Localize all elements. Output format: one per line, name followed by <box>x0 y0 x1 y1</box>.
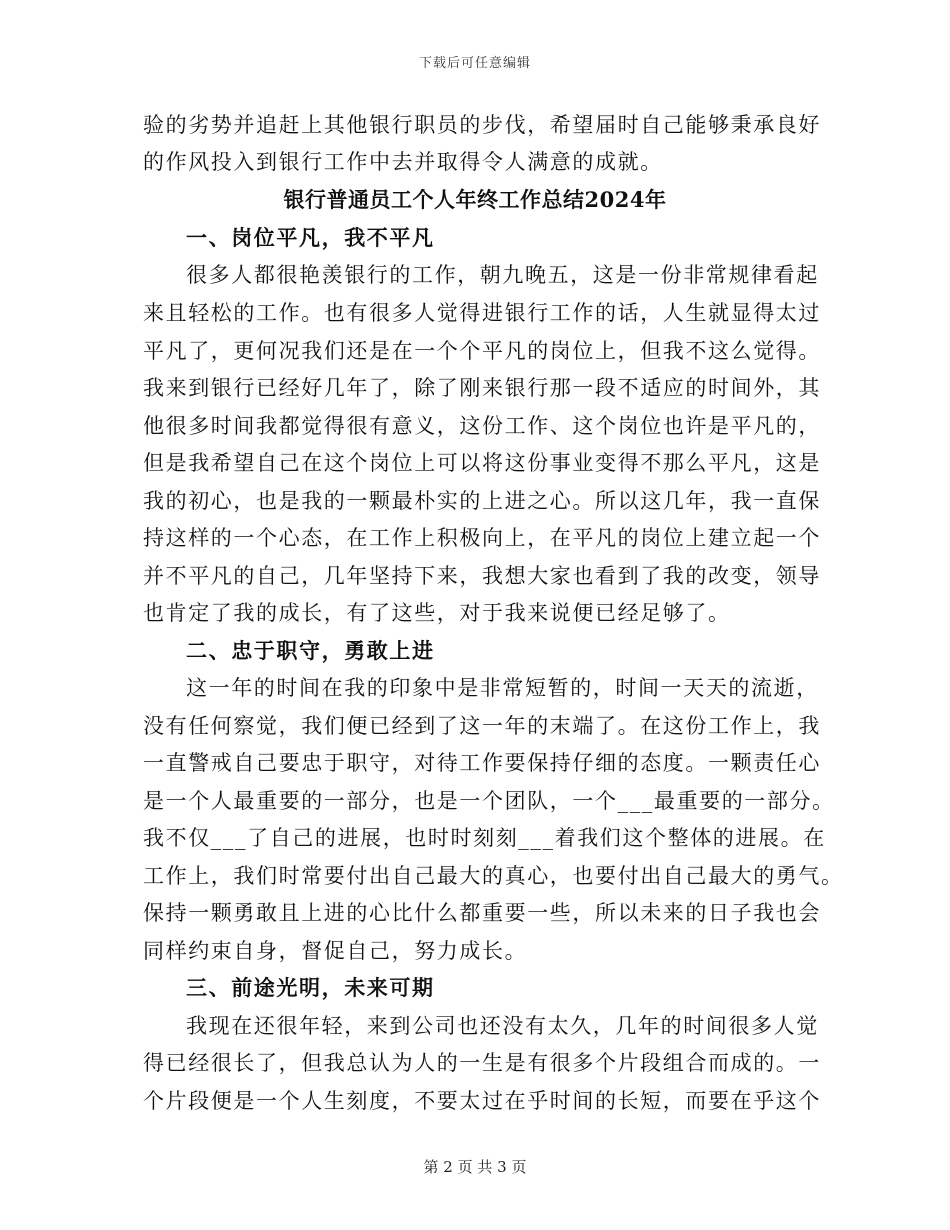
body-line: 并不平凡的自己，几年坚持下来，我想大家也看到了我的改变，领导 <box>143 564 821 588</box>
page-footer: 第 2 页 共 3 页 <box>423 1158 527 1176</box>
page-header: 下载后可任意编辑 <box>418 56 531 71</box>
body-line: 很多人都很艳羡银行的工作，朝九晚五，这是一份非常规律看起 <box>186 263 819 287</box>
body-line: 工作上，我们时常要付出自己最大的真心，也要付出自己最大的勇气。 <box>143 864 844 888</box>
body-line: 平凡了，更何况我们还是在一个个平凡的岗位上，但我不这么觉得。 <box>143 339 821 363</box>
body-line: 我不仅___了自己的进展，也时时刻刻___着我们这个整体的进展。在 <box>143 826 826 850</box>
body-line: 也肯定了我的成长，有了这些，对于我来说便已经足够了。 <box>143 601 731 625</box>
body-line: 是一个人最重要的一部分，也是一个团队，一个___最重要的一部分。 <box>143 789 835 813</box>
body-line: 个片段便是一个人生刻度，不要太过在乎时间的长短，而要在乎这个 <box>143 1089 821 1113</box>
body-line: 没有任何察觉，我们便已经到了这一年的末端了。在这份工作上，我 <box>143 714 821 738</box>
body-line: 保持一颗勇敢且上进的心比什么都重要一些，所以未来的日子我也会 <box>143 901 821 925</box>
body-line: 一直警戒自己要忠于职守，对待工作要保持仔细的态度。一颗责任心 <box>143 751 821 775</box>
body-line: 同样约束自身，督促自己，努力成长。 <box>143 939 528 963</box>
body-line: 他很多时间我都觉得很有意义，这份工作、这个岗位也许是平凡的， <box>143 414 821 438</box>
body-line: 但是我希望自己在这个岗位上可以将这份事业变得不那么平凡，这是 <box>143 451 821 475</box>
body-line: 的作风投入到银行工作中去并取得令人满意的成就。 <box>143 150 663 174</box>
body-line: 来且轻松的工作。也有很多人觉得进银行工作的话，人生就显得太过 <box>143 301 821 325</box>
body-line: 我现在还很年轻，来到公司也还没有太久，几年的时间很多人觉 <box>186 1014 819 1038</box>
body-line: 验的劣势并追赶上其他银行职员的步伐，希望届时自己能够秉承良好 <box>143 113 821 137</box>
section-heading: 二、忠于职守，勇敢上进 <box>186 638 435 663</box>
body-line: 我的初心，也是我的一颗最朴实的上进之心。所以这几年，我一直保 <box>143 489 821 513</box>
section-heading: 一、岗位平凡，我不平凡 <box>186 225 435 250</box>
body-line: 持这样的一个心态，在工作上积极向上，在平凡的岗位上建立起一个 <box>143 526 821 550</box>
body-line: 得已经很长了，但我总认为人的一生是有很多个片段组合而成的。一 <box>143 1051 821 1075</box>
body-line: 我来到银行已经好几年了，除了刚来银行那一段不适应的时间外，其 <box>143 376 821 400</box>
document-title: 银行普通员工个人年终工作总结2024年 <box>283 187 667 212</box>
section-heading: 三、前途光明，未来可期 <box>186 975 435 1000</box>
body-line: 这一年的时间在我的印象中是非常短暂的，时间一天天的流逝， <box>186 676 819 700</box>
